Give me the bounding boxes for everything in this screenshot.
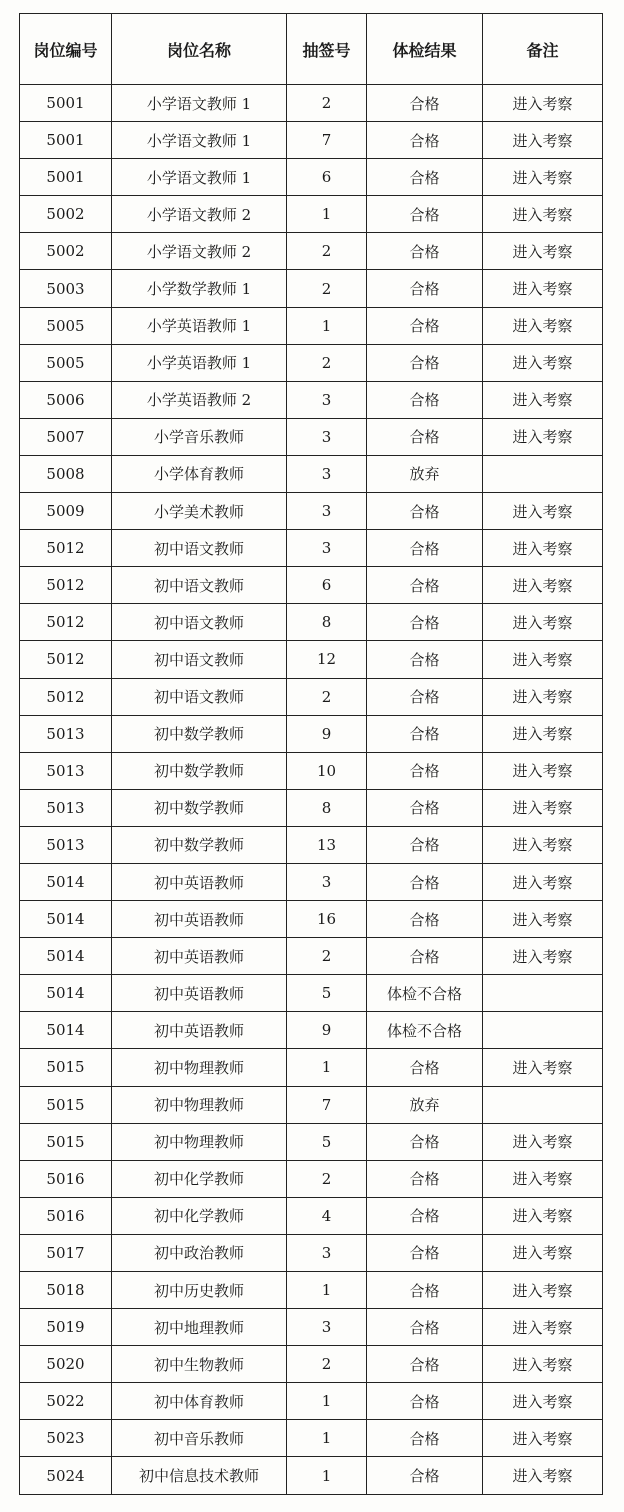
- cell-draw-number: 5: [287, 975, 367, 1012]
- cell-position-code: 5009: [20, 493, 112, 530]
- table-row: [20, 418, 603, 455]
- table-row: [20, 1420, 603, 1457]
- header-exam-result: 体检结果: [367, 14, 483, 85]
- table-row: [20, 1049, 603, 1086]
- cell-remarks: 进入考察: [483, 493, 603, 530]
- cell-position-name: 初中数学教师: [112, 752, 287, 789]
- cell-draw-number: 2: [287, 1346, 367, 1383]
- cell-exam-result: 合格: [367, 1346, 483, 1383]
- table-row: [20, 455, 603, 492]
- cell-position-code: 5014: [20, 901, 112, 938]
- cell-position-code: 5016: [20, 1197, 112, 1234]
- table-row: [20, 604, 603, 641]
- cell-remarks: 进入考察: [483, 1383, 603, 1420]
- cell-position-code: 5001: [20, 122, 112, 159]
- cell-draw-number: 3: [287, 530, 367, 567]
- cell-remarks: 进入考察: [483, 1457, 603, 1494]
- table-row: [20, 196, 603, 233]
- table-row: [20, 1160, 603, 1197]
- cell-exam-result: 合格: [367, 604, 483, 641]
- table-row: [20, 789, 603, 826]
- cell-remarks: 进入考察: [483, 641, 603, 678]
- cell-exam-result: 合格: [367, 678, 483, 715]
- cell-position-name: 小学英语教师 1: [112, 307, 287, 344]
- cell-remarks: 进入考察: [483, 1197, 603, 1234]
- cell-position-code: 5013: [20, 715, 112, 752]
- cell-position-name: 初中生物教师: [112, 1346, 287, 1383]
- cell-draw-number: 2: [287, 1160, 367, 1197]
- cell-exam-result: 合格: [367, 1383, 483, 1420]
- cell-remarks: [483, 1012, 603, 1049]
- cell-remarks: 进入考察: [483, 938, 603, 975]
- cell-exam-result: 合格: [367, 1272, 483, 1309]
- cell-position-name: 初中信息技术教师: [112, 1457, 287, 1494]
- physical-exam-results-table: [19, 13, 603, 1495]
- cell-exam-result: 合格: [367, 493, 483, 530]
- cell-exam-result: 合格: [367, 752, 483, 789]
- cell-exam-result: 合格: [367, 1309, 483, 1346]
- cell-position-name: 初中历史教师: [112, 1272, 287, 1309]
- cell-position-code: 5015: [20, 1049, 112, 1086]
- cell-draw-number: 1: [287, 1049, 367, 1086]
- cell-exam-result: 合格: [367, 530, 483, 567]
- cell-draw-number: 3: [287, 863, 367, 900]
- cell-position-code: 5002: [20, 233, 112, 270]
- cell-remarks: 进入考察: [483, 85, 603, 122]
- cell-exam-result: 合格: [367, 1160, 483, 1197]
- cell-exam-result: 合格: [367, 567, 483, 604]
- table-row: [20, 1272, 603, 1309]
- cell-position-name: 小学英语教师 2: [112, 381, 287, 418]
- cell-position-name: 初中语文教师: [112, 530, 287, 567]
- cell-position-code: 5012: [20, 641, 112, 678]
- table-row: [20, 641, 603, 678]
- cell-position-code: 5007: [20, 418, 112, 455]
- cell-draw-number: 16: [287, 901, 367, 938]
- cell-position-code: 5014: [20, 863, 112, 900]
- cell-draw-number: 1: [287, 1383, 367, 1420]
- cell-exam-result: 放弃: [367, 455, 483, 492]
- cell-position-code: 5019: [20, 1309, 112, 1346]
- cell-exam-result: 体检不合格: [367, 975, 483, 1012]
- cell-draw-number: 8: [287, 789, 367, 826]
- cell-position-code: 5008: [20, 455, 112, 492]
- cell-draw-number: 7: [287, 122, 367, 159]
- cell-position-name: 初中体育教师: [112, 1383, 287, 1420]
- table-row: [20, 1123, 603, 1160]
- cell-exam-result: 合格: [367, 344, 483, 381]
- cell-remarks: [483, 975, 603, 1012]
- header-draw-number: 抽签号: [287, 14, 367, 85]
- cell-position-name: 小学体育教师: [112, 455, 287, 492]
- cell-exam-result: 合格: [367, 233, 483, 270]
- cell-draw-number: 8: [287, 604, 367, 641]
- cell-position-name: 小学语文教师 1: [112, 159, 287, 196]
- cell-remarks: 进入考察: [483, 344, 603, 381]
- cell-position-code: 5005: [20, 344, 112, 381]
- cell-remarks: 进入考察: [483, 567, 603, 604]
- cell-remarks: 进入考察: [483, 418, 603, 455]
- cell-remarks: 进入考察: [483, 381, 603, 418]
- table-row: [20, 270, 603, 307]
- cell-exam-result: 合格: [367, 1123, 483, 1160]
- cell-position-name: 初中语文教师: [112, 604, 287, 641]
- cell-remarks: [483, 1086, 603, 1123]
- cell-exam-result: 合格: [367, 1197, 483, 1234]
- table-row: [20, 826, 603, 863]
- cell-position-code: 5005: [20, 307, 112, 344]
- cell-position-code: 5020: [20, 1346, 112, 1383]
- cell-exam-result: 合格: [367, 196, 483, 233]
- table-row: [20, 567, 603, 604]
- cell-position-name: 初中英语教师: [112, 863, 287, 900]
- table-row: [20, 344, 603, 381]
- cell-position-code: 5014: [20, 975, 112, 1012]
- cell-remarks: 进入考察: [483, 307, 603, 344]
- cell-draw-number: 3: [287, 1234, 367, 1271]
- cell-remarks: 进入考察: [483, 715, 603, 752]
- header-position-code: 岗位编号: [20, 14, 112, 85]
- table-row: [20, 1346, 603, 1383]
- cell-position-code: 5014: [20, 938, 112, 975]
- cell-draw-number: 2: [287, 270, 367, 307]
- table-row: [20, 159, 603, 196]
- cell-exam-result: 合格: [367, 789, 483, 826]
- cell-draw-number: 1: [287, 1272, 367, 1309]
- cell-exam-result: 合格: [367, 1457, 483, 1494]
- table-row: [20, 975, 603, 1012]
- cell-exam-result: 合格: [367, 307, 483, 344]
- cell-remarks: 进入考察: [483, 901, 603, 938]
- cell-position-name: 小学语文教师 1: [112, 122, 287, 159]
- cell-position-code: 5015: [20, 1123, 112, 1160]
- cell-exam-result: 体检不合格: [367, 1012, 483, 1049]
- header-remarks: 备注: [483, 14, 603, 85]
- cell-draw-number: 1: [287, 307, 367, 344]
- cell-position-code: 5012: [20, 567, 112, 604]
- cell-position-code: 5003: [20, 270, 112, 307]
- cell-exam-result: 合格: [367, 122, 483, 159]
- cell-remarks: 进入考察: [483, 826, 603, 863]
- cell-draw-number: 3: [287, 493, 367, 530]
- cell-position-name: 初中化学教师: [112, 1197, 287, 1234]
- cell-exam-result: 合格: [367, 159, 483, 196]
- cell-position-name: 初中英语教师: [112, 1012, 287, 1049]
- cell-position-name: 初中英语教师: [112, 975, 287, 1012]
- cell-position-code: 5006: [20, 381, 112, 418]
- cell-remarks: 进入考察: [483, 1160, 603, 1197]
- cell-position-name: 初中地理教师: [112, 1309, 287, 1346]
- cell-exam-result: 合格: [367, 901, 483, 938]
- cell-draw-number: 1: [287, 1420, 367, 1457]
- cell-position-name: 初中物理教师: [112, 1049, 287, 1086]
- cell-position-code: 5016: [20, 1160, 112, 1197]
- cell-draw-number: 9: [287, 715, 367, 752]
- cell-remarks: 进入考察: [483, 270, 603, 307]
- cell-exam-result: 放弃: [367, 1086, 483, 1123]
- cell-position-name: 小学数学教师 1: [112, 270, 287, 307]
- cell-remarks: 进入考察: [483, 1049, 603, 1086]
- table-row: [20, 901, 603, 938]
- table-body: [20, 85, 603, 1495]
- cell-exam-result: 合格: [367, 381, 483, 418]
- table-row: [20, 493, 603, 530]
- cell-draw-number: 5: [287, 1123, 367, 1160]
- cell-draw-number: 12: [287, 641, 367, 678]
- cell-remarks: 进入考察: [483, 789, 603, 826]
- table-row: [20, 863, 603, 900]
- cell-position-code: 5012: [20, 678, 112, 715]
- cell-exam-result: 合格: [367, 715, 483, 752]
- cell-remarks: 进入考察: [483, 1420, 603, 1457]
- cell-position-code: 5012: [20, 604, 112, 641]
- table-row: [20, 1383, 603, 1420]
- cell-exam-result: 合格: [367, 826, 483, 863]
- cell-remarks: 进入考察: [483, 159, 603, 196]
- cell-position-code: 5022: [20, 1383, 112, 1420]
- cell-remarks: 进入考察: [483, 1346, 603, 1383]
- table-row: [20, 1012, 603, 1049]
- cell-position-name: 初中物理教师: [112, 1123, 287, 1160]
- cell-exam-result: 合格: [367, 1420, 483, 1457]
- cell-draw-number: 2: [287, 85, 367, 122]
- cell-draw-number: 6: [287, 159, 367, 196]
- cell-position-code: 5014: [20, 1012, 112, 1049]
- cell-position-code: 5013: [20, 826, 112, 863]
- cell-position-name: 小学音乐教师: [112, 418, 287, 455]
- cell-position-code: 5015: [20, 1086, 112, 1123]
- cell-position-code: 5023: [20, 1420, 112, 1457]
- cell-remarks: 进入考察: [483, 1309, 603, 1346]
- cell-position-name: 初中英语教师: [112, 901, 287, 938]
- cell-draw-number: 3: [287, 455, 367, 492]
- cell-draw-number: 7: [287, 1086, 367, 1123]
- cell-exam-result: 合格: [367, 938, 483, 975]
- cell-position-name: 初中化学教师: [112, 1160, 287, 1197]
- cell-position-name: 初中数学教师: [112, 715, 287, 752]
- cell-position-name: 小学语文教师 2: [112, 233, 287, 270]
- cell-remarks: [483, 455, 603, 492]
- cell-position-code: 5001: [20, 159, 112, 196]
- cell-draw-number: 3: [287, 381, 367, 418]
- cell-draw-number: 3: [287, 418, 367, 455]
- cell-remarks: 进入考察: [483, 1272, 603, 1309]
- table-row: [20, 1309, 603, 1346]
- cell-exam-result: 合格: [367, 1234, 483, 1271]
- cell-position-name: 初中语文教师: [112, 641, 287, 678]
- cell-remarks: 进入考察: [483, 530, 603, 567]
- table-row: [20, 715, 603, 752]
- table-row: [20, 122, 603, 159]
- cell-draw-number: 6: [287, 567, 367, 604]
- cell-draw-number: 1: [287, 1457, 367, 1494]
- table-row: [20, 381, 603, 418]
- table-row: [20, 938, 603, 975]
- cell-exam-result: 合格: [367, 1049, 483, 1086]
- table-row: [20, 1197, 603, 1234]
- table-row: [20, 1457, 603, 1494]
- table-row: [20, 307, 603, 344]
- cell-draw-number: 13: [287, 826, 367, 863]
- cell-position-name: 小学语文教师 1: [112, 85, 287, 122]
- table-row: [20, 85, 603, 122]
- cell-draw-number: 2: [287, 938, 367, 975]
- cell-remarks: 进入考察: [483, 122, 603, 159]
- cell-position-name: 小学美术教师: [112, 493, 287, 530]
- cell-position-code: 5012: [20, 530, 112, 567]
- cell-draw-number: 2: [287, 233, 367, 270]
- cell-position-code: 5001: [20, 85, 112, 122]
- table-row: [20, 752, 603, 789]
- cell-remarks: 进入考察: [483, 604, 603, 641]
- cell-remarks: 进入考察: [483, 678, 603, 715]
- cell-position-code: 5017: [20, 1234, 112, 1271]
- table-header-row: [20, 14, 603, 85]
- cell-exam-result: 合格: [367, 270, 483, 307]
- cell-position-name: 初中数学教师: [112, 826, 287, 863]
- cell-position-name: 初中音乐教师: [112, 1420, 287, 1457]
- cell-position-name: 初中政治教师: [112, 1234, 287, 1271]
- cell-position-name: 初中物理教师: [112, 1086, 287, 1123]
- cell-position-name: 初中语文教师: [112, 567, 287, 604]
- cell-draw-number: 1: [287, 196, 367, 233]
- cell-draw-number: 2: [287, 344, 367, 381]
- cell-remarks: 进入考察: [483, 1123, 603, 1160]
- cell-position-name: 初中英语教师: [112, 938, 287, 975]
- cell-exam-result: 合格: [367, 418, 483, 455]
- table-row: [20, 530, 603, 567]
- cell-exam-result: 合格: [367, 863, 483, 900]
- table-row: [20, 1234, 603, 1271]
- cell-draw-number: 2: [287, 678, 367, 715]
- cell-position-code: 5013: [20, 789, 112, 826]
- table-row: [20, 1086, 603, 1123]
- cell-remarks: 进入考察: [483, 1234, 603, 1271]
- cell-position-code: 5018: [20, 1272, 112, 1309]
- cell-remarks: 进入考察: [483, 233, 603, 270]
- cell-remarks: 进入考察: [483, 196, 603, 233]
- table-row: [20, 233, 603, 270]
- cell-position-name: 初中数学教师: [112, 789, 287, 826]
- cell-draw-number: 3: [287, 1309, 367, 1346]
- cell-draw-number: 9: [287, 1012, 367, 1049]
- cell-draw-number: 10: [287, 752, 367, 789]
- cell-exam-result: 合格: [367, 641, 483, 678]
- cell-remarks: 进入考察: [483, 863, 603, 900]
- cell-position-code: 5013: [20, 752, 112, 789]
- cell-position-name: 小学英语教师 1: [112, 344, 287, 381]
- cell-position-code: 5002: [20, 196, 112, 233]
- cell-position-code: 5024: [20, 1457, 112, 1494]
- cell-remarks: 进入考察: [483, 752, 603, 789]
- cell-position-name: 小学语文教师 2: [112, 196, 287, 233]
- cell-position-name: 初中语文教师: [112, 678, 287, 715]
- table-row: [20, 678, 603, 715]
- cell-exam-result: 合格: [367, 85, 483, 122]
- header-position-name: 岗位名称: [112, 14, 287, 85]
- cell-draw-number: 4: [287, 1197, 367, 1234]
